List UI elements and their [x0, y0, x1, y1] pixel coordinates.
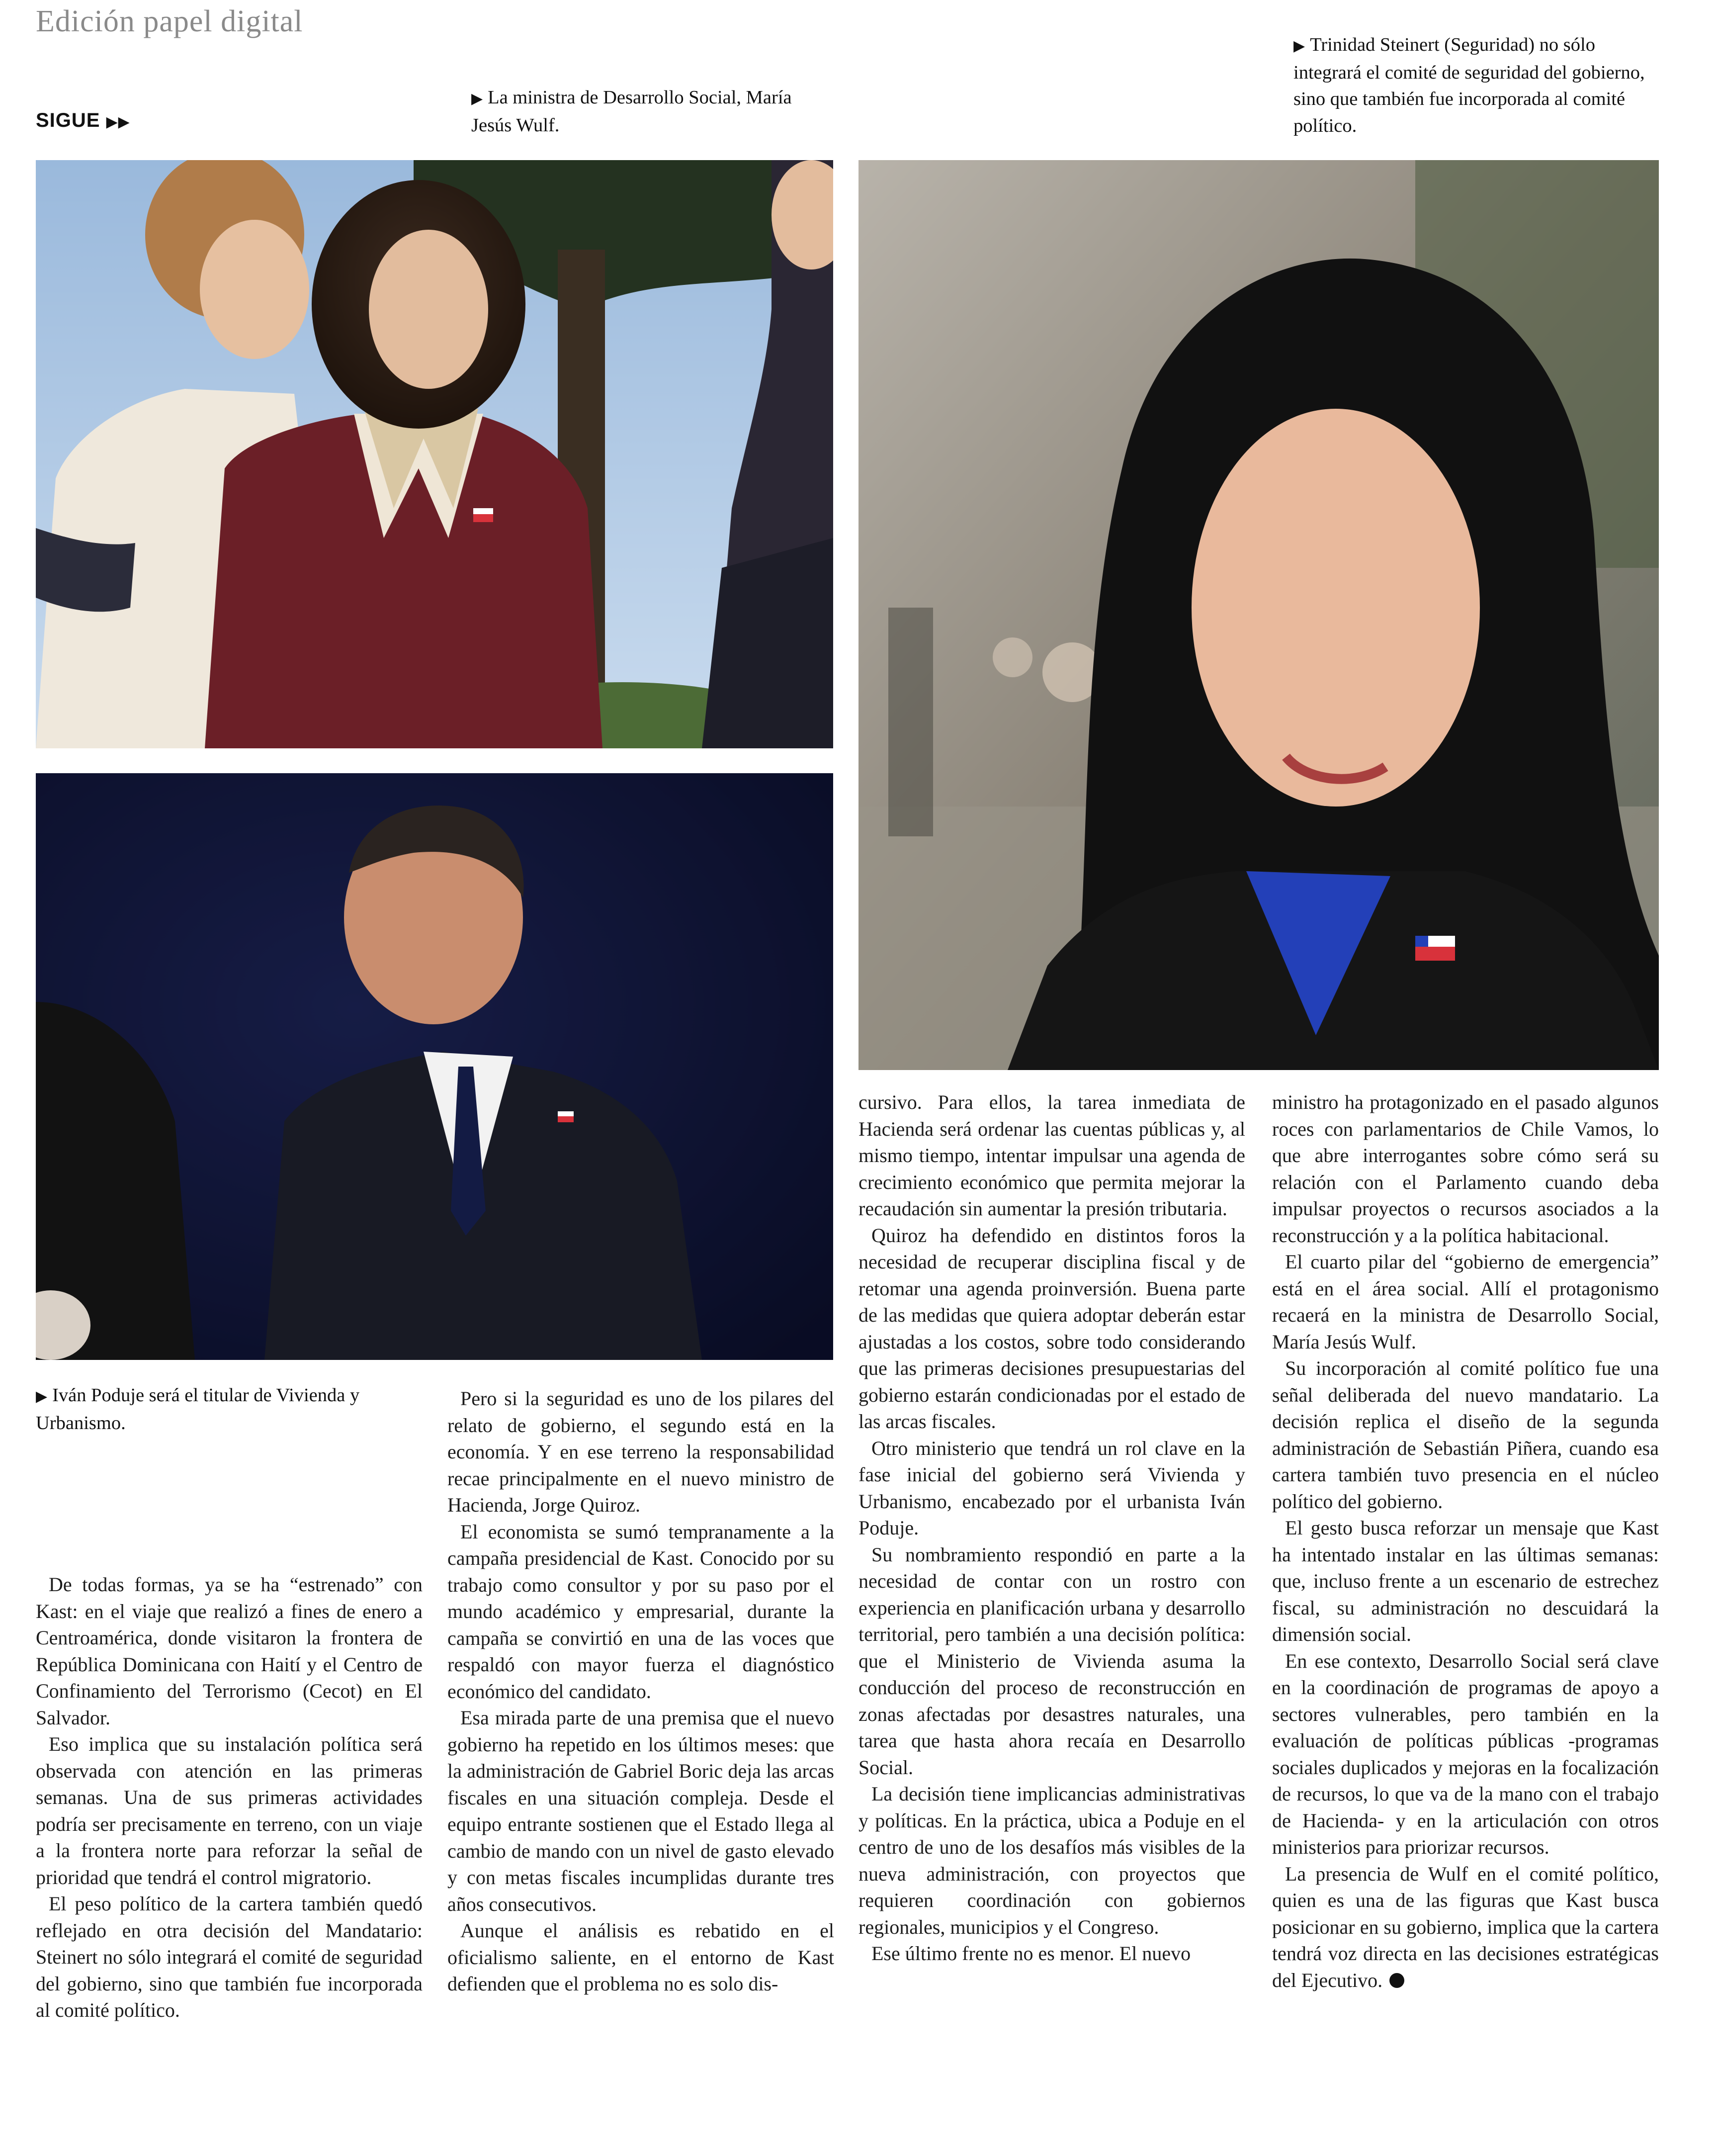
caption-poduje — [36, 1382, 401, 1437]
photo-poduje — [36, 773, 833, 1360]
caption-wulf — [471, 85, 834, 139]
paragraph: Otro ministerio que tendrá un rol clave en la fase inicial del gobierno será Vivienda y Urbanismo, encabezado por el urbanista Iván Poduje. — [858, 1437, 1245, 1539]
paragraph: cursivo. Para ellos, la tarea inmediata de Hacienda será ordenar las cuentas públicas y, al mismo tiempo, intentar impulsar una agenda de crecimiento económico que permita mejorar la recaudación sin aumentar la presión tributaria. — [858, 1091, 1245, 1220]
sigue-text: SIGUE — [36, 109, 100, 131]
paragraph: Aunque el análisis es rebatido en el oficialismo saliente, en el entorno de Kast defienden que el problema no es solo dis- — [447, 1919, 834, 1995]
paragraph: Quiroz ha defendido en distintos foros la necesidad de recuperar disciplina fiscal y de retomar una agenda proinversión. Buena parte de las medidas que quiera adoptar deberán estar ajustadas a los costos, sobre todo considerando que las primeras decisiones presupuestarias del gobierno estarán condicionadas por el estado de las arcas fiscales. — [858, 1224, 1245, 1433]
article-column-2 — [447, 1385, 834, 1997]
caption-arrow-icon: ▶ — [471, 90, 483, 107]
photo-poduje-image — [36, 773, 833, 1360]
caption-steinert-text: Trinidad Steinert (Seguridad) no sólo integrará el comité de seguridad del gobierno, sino que también fue incorporada al comité político. — [1293, 34, 1645, 136]
paragraph: La decisión tiene implicancias administrativas y políticas. En la práctica, ubica a Poduje en el centro de uno de los desafíos más visibles de la nueva administración, con proyectos que requieren coordinación con gobiernos regionales, municipios y el Congreso. — [858, 1783, 1245, 1938]
end-mark-icon — [1389, 1973, 1404, 1988]
paragraph: Pero si la seguridad es uno de los pilares del relato de gobierno, el segundo está en la economía. Y en ese terreno la responsabilidad recae principalmente en el nuevo ministro de Hacienda, Jorge Quiroz. — [447, 1387, 834, 1516]
paragraph-final — [1272, 1861, 1659, 1994]
sigue-arrows-icon: ▶▶ — [106, 114, 130, 130]
caption-arrow-icon: ▶ — [1293, 38, 1305, 54]
caption-poduje-text: Iván Poduje será el titular de Vivienda y Urbanismo. — [36, 1385, 360, 1434]
article-column-3 — [858, 1089, 1245, 1967]
paragraph: Su incorporación al comité político fue una señal deliberada del nuevo mandatario. La decisión replica el diseño de la segunda administración de Sebastián Piñera, cuando esa cartera también tuvo presencia en el núcleo político del gobierno. — [1272, 1357, 1659, 1513]
paragraph: El economista se sumó tempranamente a la campaña presidencial de Kast. Conocido por su trabajo como consultor y por su paso por el mundo académico y empresarial, durante la campaña se convirtió en una de las voces que respaldó con mayor fuerza el diagnóstico económico del candidato. — [447, 1520, 834, 1703]
paragraph: Esa mirada parte de una premisa que el nuevo gobierno ha repetido en los últimos meses: que la administración de Gabriel Boric deja las arcas fiscales en una situación compleja. Desde el equipo entrante sostienen que el Estado llega al cambio de mando con un nivel de gasto elevado y con metas fiscales incumplidas durante tres años consecutivos. — [447, 1707, 834, 1915]
photo-steinert-image — [858, 160, 1659, 1070]
caption-arrow-icon: ▶ — [36, 1388, 48, 1405]
sigue-label — [36, 109, 130, 132]
edition-label: Edición papel digital — [36, 4, 303, 38]
paragraph: Su nombramiento respondió en parte a la necesidad de contar con un rostro con experiencia en planificación urbana y desarrollo territorial, pero también a una decisión política: que el Ministerio de Vivienda asuma la conducción del proceso de reconstrucción en zonas afectadas por desastres naturales, una tarea que hasta ahora recaía en Desarrollo Social. — [858, 1543, 1245, 1779]
caption-wulf-text: La ministra de Desarrollo Social, María Jesús Wulf. — [471, 87, 792, 136]
caption-steinert — [1293, 32, 1659, 139]
photo-wulf-image — [36, 160, 833, 748]
photo-steinert — [858, 160, 1659, 1070]
paragraph: El gesto busca reforzar un mensaje que Kast ha intentado instalar en las últimas semanas: que, incluso frente a un escenario de estrechez fiscal, su administración no descuidará la dimensión social. — [1272, 1517, 1659, 1645]
paragraph: Eso implica que su instalación política será observada con atención en las primeras semanas. Una de sus primeras actividades podría ser precisamente en terreno, con un viaje a la frontera norte para reforzar la señal de prioridad que tendrá el control migratorio. — [36, 1733, 423, 1888]
paragraph: ministro ha protagonizado en el pasado algunos roces con parlamentarios de Chile Vamos, lo que abre interrogantes sobre cómo será su relación con el Parlamento cuando deba impulsar proyectos o recursos asociados a la reconstrucción y a la política habitacional. — [1272, 1091, 1659, 1247]
paragraph: De todas formas, ya se ha “estrenado” con Kast: en el viaje que realizó a fines de enero a Centroamérica, donde visitaron la frontera de República Dominicana con Haití y el Centro de Confinamiento del Terrorismo (Cecot) en El Salvador. — [36, 1573, 423, 1729]
paragraph: En ese contexto, Desarrollo Social será clave en la coordinación de programas de apoyo a sectores vulnerables, pero también en la evaluación de políticas públicas -programas sociales duplicados y mejoras en la focalización de recursos, lo que va de la mano con el trabajo de Hacienda- y en la articulación con otros ministerios para priorizar recursos. — [1272, 1649, 1659, 1858]
paragraph: El cuarto pilar del “gobierno de emergencia” está en el área social. Allí el protagonismo recaerá en la ministra de Desarrollo Social, María Jesús Wulf. — [1272, 1251, 1659, 1353]
article-column-4 — [1272, 1089, 1659, 1993]
article-column-1 — [36, 1571, 423, 2024]
paragraph: Ese último frente no es menor. El nuevo — [871, 1942, 1191, 1965]
paragraph-final-text: La presencia de Wulf en el comité político, quien es una de las figuras que Kast busca posicionar en su gobierno, implica que la cartera tendrá voz directa en las decisiones estratégicas del Ejecutivo. — [1272, 1862, 1659, 1991]
paragraph: El peso político de la cartera también quedó reflejado en otra decisión del Mandatario: Steinert no sólo integrará el comité de seguridad del gobierno, sino que también fue incorporada al comité político. — [36, 1892, 423, 2021]
photo-wulf — [36, 160, 833, 748]
